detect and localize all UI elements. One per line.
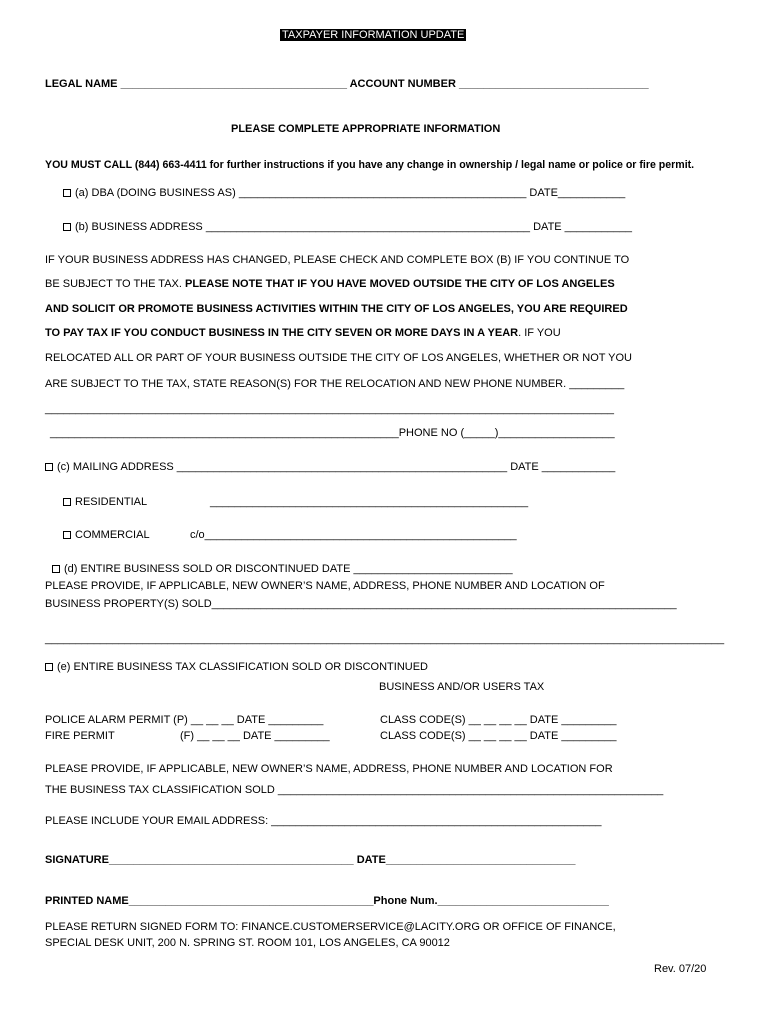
classification-subheading: BUSINESS AND/OR USERS TAX [379,681,545,693]
business-address-checkbox[interactable] [63,223,71,231]
class-code-line-1[interactable]: CLASS CODE(S) __ __ __ __ DATE _________ [380,714,617,726]
mailing-address-row[interactable] [45,461,615,474]
paragraph-line-6[interactable]: ARE SUBJECT TO THE TAX, STATE REASON(S) FOR THE RELOCATION AND NEW PHONE NUMBER. _________ [45,378,625,390]
business-address-line[interactable]: (b) BUSINESS ADDRESS _____________________________________________________ DATE ___________ [75,221,632,233]
printed-name-line[interactable]: PRINTED NAME________________________________________Phone Num.____________________________ [45,895,609,907]
signature-line[interactable]: SIGNATURE________________________________________ DATE_______________________________ [45,854,576,866]
form-title: TAXPAYER INFORMATION UPDATE [282,29,465,41]
classification-line: (e) ENTIRE BUSINESS TAX CLASSIFICATION SOLD OR DISCONTINUED [57,661,429,673]
business-address-row[interactable] [63,221,632,234]
residential-line[interactable]: ____________________________________________________ [210,496,529,508]
reason-blank-line[interactable]: _____________________________________________________________________________________________ [45,403,614,415]
email-line[interactable]: PLEASE INCLUDE YOUR EMAIL ADDRESS: ______________________________________________________ [45,815,602,827]
dba-checkbox[interactable] [63,189,71,197]
paragraph-line-4 [45,327,561,340]
must-call-notice: YOU MUST CALL (844) 663-4411 for further instructions if you have any change in ownership / legal name or police or fire permit. [45,159,695,171]
paragraph-line-4b: . IF YOU [518,327,561,339]
phone-line[interactable]: _________________________________________________________PHONE NO (_____)___________________ [50,427,615,439]
paragraph-line-3: AND SOLICIT OR PROMOTE BUSINESS ACTIVITIES WITHIN THE CITY OF LOS ANGELES, YOU ARE REQUIRED [45,303,628,315]
mailing-address-checkbox[interactable] [45,463,53,471]
class-provide-line-2[interactable]: THE BUSINESS TAX CLASSIFICATION SOLD _______________________________________________________________ [45,784,664,796]
residential-label: RESIDENTIAL [75,496,148,508]
paragraph-line-2b: PLEASE NOTE THAT IF YOU HAVE MOVED OUTSIDE THE CITY OF LOS ANGELES [185,278,615,290]
revision-label: Rev. 07/20 [654,963,707,975]
paragraph-line-1: IF YOUR BUSINESS ADDRESS HAS CHANGED, PLEASE CHECK AND COMPLETE BOX (B) IF YOU CONTINUE TO [45,254,630,266]
section-heading: PLEASE COMPLETE APPROPRIATE INFORMATION [231,123,501,135]
police-permit-line[interactable]: POLICE ALARM PERMIT (P) __ __ __ DATE _________ [45,714,324,726]
return-instructions-1: PLEASE RETURN SIGNED FORM TO: FINANCE.CUSTOMERSERVICE@LACITY.ORG OR OFFICE OF FINANCE, [45,921,616,933]
paragraph-line-2 [45,278,615,291]
commercial-checkbox[interactable] [63,531,71,539]
dba-line[interactable]: (a) DBA (DOING BUSINESS AS) _______________________________________________ DATE___________ [75,187,626,199]
fire-permit-label: FIRE PERMIT [45,730,115,742]
commercial-line[interactable]: c/o___________________________________________________ [190,529,517,541]
return-instructions-2: SPECIAL DESK UNIT, 200 N. SPRING ST. ROOM 101, LOS ANGELES, CA 90012 [45,937,450,949]
class-code-line-2[interactable]: CLASS CODE(S) __ __ __ __ DATE _________ [380,730,617,742]
sold-provide-line-1: PLEASE PROVIDE, IF APPLICABLE, NEW OWNER’S NAME, ADDRESS, PHONE NUMBER AND LOCATION OF [45,580,605,592]
sold-blank-line[interactable]: _______________________________________________________________________________________________________________ [45,633,725,645]
paragraph-line-5: RELOCATED ALL OR PART OF YOUR BUSINESS OUTSIDE THE CITY OF LOS ANGELES, WHETHER OR NOT YOU [45,352,633,364]
classification-checkbox[interactable] [45,663,53,671]
business-sold-row[interactable] [52,563,513,576]
paragraph-line-4a: TO PAY TAX IF YOU CONDUCT BUSINESS IN THE CITY SEVEN OR MORE DAYS IN A YEAR [45,327,519,339]
business-sold-checkbox[interactable] [52,565,60,573]
business-sold-line[interactable]: (d) ENTIRE BUSINESS SOLD OR DISCONTINUED DATE __________________________ [64,563,513,575]
commercial-row[interactable] [63,529,150,542]
residential-checkbox[interactable] [63,498,71,506]
fire-permit-line[interactable]: (F) __ __ __ DATE _________ [180,730,330,742]
dba-row[interactable] [63,187,625,200]
residential-row[interactable] [63,496,147,509]
classification-row[interactable] [45,661,428,674]
sold-provide-line-2[interactable]: BUSINESS PROPERTY(S) SOLD____________________________________________________________________________ [45,598,677,610]
mailing-address-line[interactable]: (c) MAILING ADDRESS ______________________________________________________ DATE ____________ [57,461,616,473]
paragraph-line-2a: BE SUBJECT TO THE TAX. [45,278,185,290]
legal-name-account-line[interactable]: LEGAL NAME _____________________________________ ACCOUNT NUMBER _______________________________ [45,78,649,90]
class-provide-line-1: PLEASE PROVIDE, IF APPLICABLE, NEW OWNER’S NAME, ADDRESS, PHONE NUMBER AND LOCATION FOR [45,763,613,775]
commercial-label: COMMERCIAL [75,529,150,541]
